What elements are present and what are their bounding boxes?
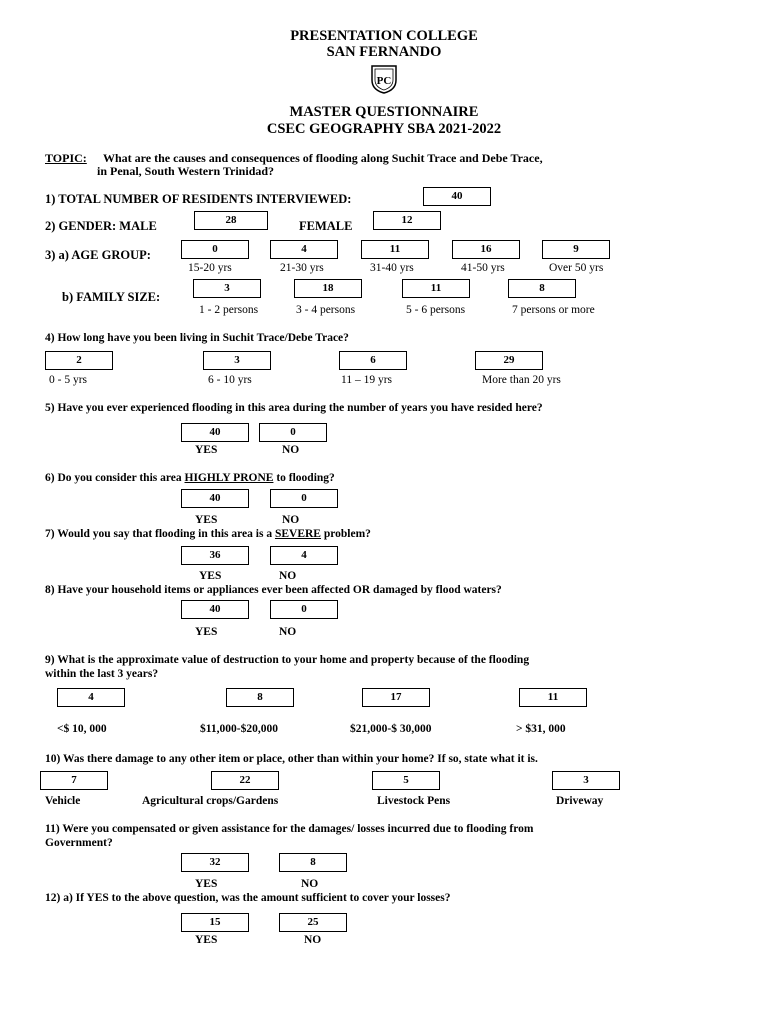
q2-female-label: FEMALE [299, 219, 353, 233]
q7-no-label: NO [279, 570, 297, 582]
doc-subtitle: CSEC GEOGRAPHY SBA 2021-2022 [266, 121, 502, 137]
q9-box-4: 11 [519, 688, 587, 707]
q3a-label-3: 31-40 yrs [370, 262, 414, 274]
q3a-box-1: 0 [181, 240, 249, 259]
q3b-label-2: 3 - 4 persons [296, 304, 356, 316]
q10-label-3: Livestock Pens [377, 795, 451, 807]
q12-no-box: 25 [279, 913, 347, 932]
q2-text: 2) GENDER: MALE [45, 219, 157, 233]
q11-yes-box: 32 [181, 853, 249, 872]
q10-box-2: 22 [211, 771, 279, 790]
q11-no-label: NO [301, 878, 319, 890]
q12-yes-label: YES [195, 934, 218, 946]
q4-label-1: 0 - 5 yrs [49, 374, 88, 386]
q9-text-line-2: within the last 3 years? [45, 668, 159, 680]
q3a-label-4: 41-50 yrs [461, 262, 505, 274]
q7-no-box: 4 [270, 546, 338, 565]
q3a-label-1: 15-20 yrs [188, 262, 232, 274]
q9-box-3: 17 [362, 688, 430, 707]
q4-box-3: 6 [339, 351, 407, 370]
q11-text-line-2: Government? [45, 837, 113, 849]
q12-no-label: NO [304, 934, 322, 946]
q9-label-2: $11,000-$20,000 [200, 723, 278, 735]
q4-label-2: 6 - 10 yrs [208, 374, 252, 386]
q3a-text: 3) a) AGE GROUP: [45, 248, 151, 262]
q3a-label-2: 21-30 yrs [280, 262, 324, 274]
q7-yes-label: YES [199, 570, 222, 582]
q3b-box-3: 11 [402, 279, 470, 298]
q10-label-2: Agricultural crops/Gardens [142, 795, 279, 807]
q5-text: 5) Have you ever experienced flooding in this area during the number of years you have resided here? [45, 402, 543, 414]
q3a-box-3: 11 [361, 240, 429, 259]
q6-text: 6) Do you consider this area HIGHLY PRONE to flooding? [45, 472, 335, 484]
q3b-box-2: 18 [294, 279, 362, 298]
school-crest-logo [368, 64, 400, 94]
q11-no-box: 8 [279, 853, 347, 872]
q8-no-label: NO [279, 626, 297, 638]
topic-line-1: What are the causes and consequences of flooding along Suchit Trace and Debe Trace, [103, 151, 543, 165]
school-town: SAN FERNANDO [326, 44, 442, 60]
q3b-label-1: 1 - 2 persons [199, 304, 259, 316]
q3b-box-4: 8 [508, 279, 576, 298]
school-name: PRESENTATION COLLEGE [290, 28, 478, 44]
q10-box-4: 3 [552, 771, 620, 790]
topic-label: TOPIC: [45, 151, 87, 165]
q3b-box-1: 3 [193, 279, 261, 298]
q3a-box-2: 4 [270, 240, 338, 259]
q3b-text: b) FAMILY SIZE: [62, 290, 161, 304]
q6-yes-label: YES [195, 514, 218, 526]
q9-label-1: <$ 10, 000 [57, 723, 107, 735]
q10-label-4: Driveway [556, 795, 604, 807]
topic-line-2: in Penal, South Western Trinidad? [97, 164, 275, 178]
q10-text: 10) Was there damage to any other item or place, other than within your home? If so, state what it is. [45, 753, 538, 765]
q3b-label-4: 7 persons or more [512, 304, 595, 316]
q1-text: 1) TOTAL NUMBER OF RESIDENTS INTERVIEWED: [45, 192, 352, 206]
q5-no-label: NO [282, 444, 300, 456]
q12-text: 12) a) If YES to the above question, was the amount sufficient to cover your losses? [45, 892, 451, 904]
svg-text:PC: PC [376, 75, 392, 87]
q9-box-1: 4 [57, 688, 125, 707]
q4-label-4: More than 20 yrs [482, 374, 561, 386]
q6-yes-box: 40 [181, 489, 249, 508]
q8-no-box: 0 [270, 600, 338, 619]
q8-yes-box: 40 [181, 600, 249, 619]
q2-female-box: 12 [373, 211, 441, 230]
q11-text-line-1: 11) Were you compensated or given assistance for the damages/ losses incurred due to flooding from [45, 823, 534, 835]
q7-text: 7) Would you say that flooding in this area is a SEVERE problem? [45, 528, 371, 540]
q3a-label-5: Over 50 yrs [549, 262, 604, 274]
q3a-box-5: 9 [542, 240, 610, 259]
q4-box-1: 2 [45, 351, 113, 370]
q10-label-1: Vehicle [45, 795, 81, 807]
q10-box-3: 5 [372, 771, 440, 790]
q8-text: 8) Have your household items or appliances ever been affected OR damaged by flood waters? [45, 584, 502, 596]
q8-yes-label: YES [195, 626, 218, 638]
q3b-label-3: 5 - 6 persons [406, 304, 466, 316]
q9-text-line-1: 9) What is the approximate value of destruction to your home and property because of the flooding [45, 654, 530, 666]
q10-box-1: 7 [40, 771, 108, 790]
q3a-box-4: 16 [452, 240, 520, 259]
q4-text: 4) How long have you been living in Suchit Trace/Debe Trace? [45, 332, 349, 344]
q5-no-box: 0 [259, 423, 327, 442]
q1-value-box: 40 [423, 187, 491, 206]
q5-yes-label: YES [195, 444, 218, 456]
q9-label-4: > $31, 000 [516, 723, 566, 735]
q2-male-box: 28 [194, 211, 268, 230]
q6-no-label: NO [282, 514, 300, 526]
q11-yes-label: YES [195, 878, 218, 890]
q9-box-2: 8 [226, 688, 294, 707]
q5-yes-box: 40 [181, 423, 249, 442]
q4-box-2: 3 [203, 351, 271, 370]
q6-no-box: 0 [270, 489, 338, 508]
q4-label-3: 11 – 19 yrs [341, 374, 393, 386]
doc-title: MASTER QUESTIONNAIRE [289, 104, 479, 120]
q12-yes-box: 15 [181, 913, 249, 932]
q7-yes-box: 36 [181, 546, 249, 565]
q9-label-3: $21,000-$ 30,000 [350, 723, 432, 735]
q4-box-4: 29 [475, 351, 543, 370]
